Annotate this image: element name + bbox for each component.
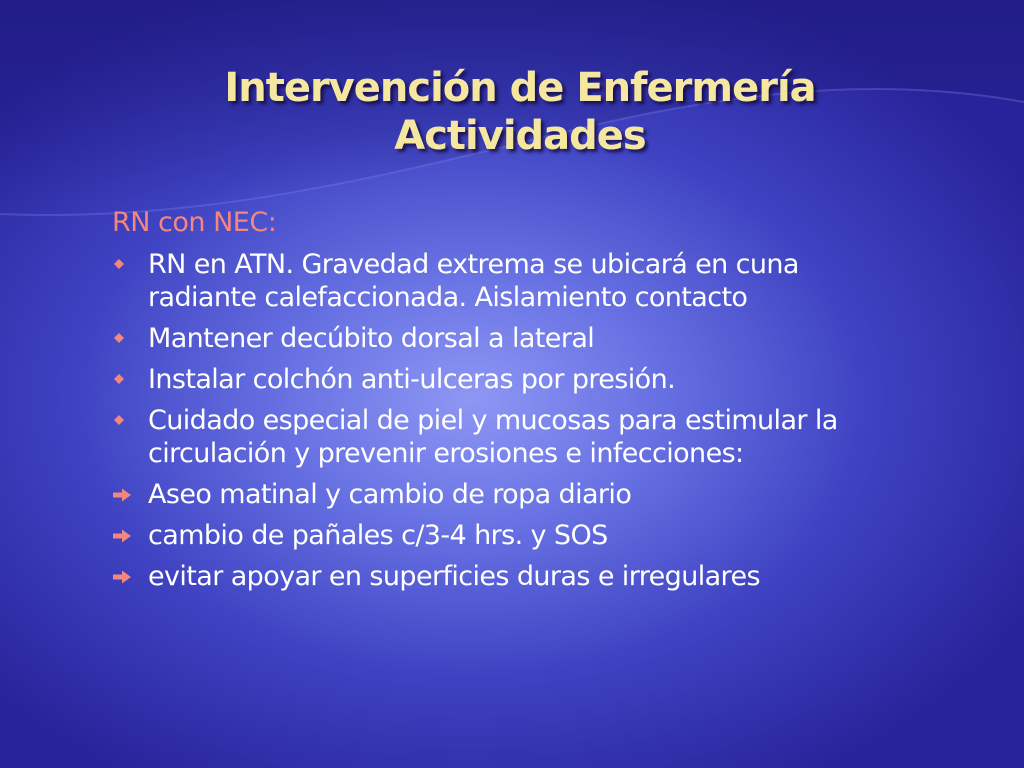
list-item: [112, 519, 872, 552]
slide-title: [0, 64, 1024, 160]
list-item-text: evitar apoyar en superficies duras e irregulares: [148, 561, 760, 592]
list-item-text: Cuidado especial de piel y mucosas para estimular la circulación y prevenir erosiones e infecciones:: [148, 405, 838, 469]
slide-title-line-1: Intervención de Enfermería: [224, 65, 816, 111]
slide-title-line-2: Actividades: [394, 113, 646, 159]
list-item-text: RN en ATN. Gravedad extrema se ubicará en cuna radiante calefaccionada. Aislamiento contacto: [148, 249, 799, 313]
diamond-icon: [112, 331, 126, 345]
list-item-text: Instalar colchón anti-ulceras por presión.: [148, 364, 676, 395]
list-item-text: cambio de pañales c/3-4 hrs. y SOS: [148, 520, 608, 551]
list-item: [112, 248, 872, 314]
list-item: [112, 560, 872, 593]
list-item-text: Mantener decúbito dorsal a lateral: [148, 323, 595, 354]
arrow-icon: [111, 528, 133, 544]
list-item-text: Aseo matinal y cambio de ropa diario: [148, 479, 632, 510]
list-item: [112, 478, 872, 511]
diamond-icon: [112, 372, 126, 386]
bullet-list: [112, 248, 872, 593]
arrow-icon: [111, 487, 133, 503]
diamond-icon: [112, 257, 126, 271]
arrow-icon: [111, 569, 133, 585]
section-subtitle: RN con NEC:: [112, 207, 277, 238]
diamond-icon: [112, 413, 126, 427]
list-item: [112, 322, 872, 355]
list-item: [112, 363, 872, 396]
list-item: [112, 404, 872, 470]
slide-content: [112, 206, 872, 601]
